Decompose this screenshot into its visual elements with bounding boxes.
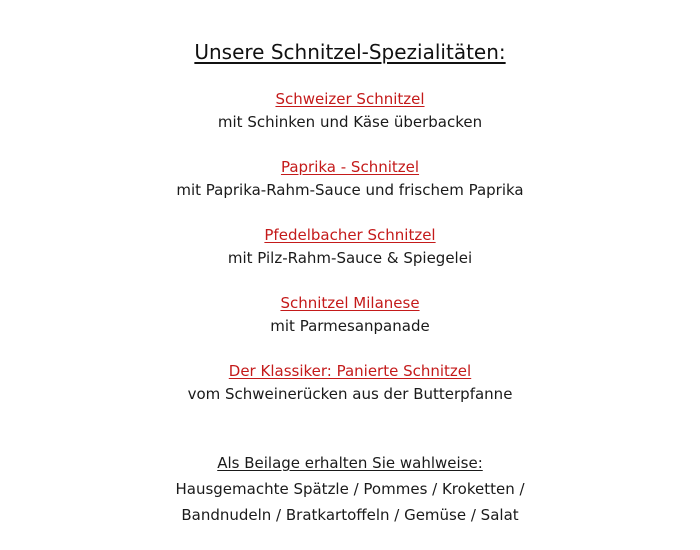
side-dishes-line: Hausgemachte Spätzle / Pommes / Kroketten / [175, 480, 525, 498]
dish-description: vom Schweinerücken aus der Butterpfanne [187, 385, 513, 403]
side-dishes [0, 452, 700, 526]
dish-item [0, 88, 700, 133]
dish-name: Der Klassiker: Panierte Schnitzel [228, 362, 472, 380]
dish-name: Schweizer Schnitzel [275, 90, 425, 108]
side-dishes-line: Bandnudeln / Bratkartoffeln / Gemüse / Salat [181, 506, 519, 524]
dish-item [0, 292, 700, 337]
dish-description: mit Schinken und Käse überbacken [217, 113, 483, 131]
dish-name: Schnitzel Milanese [280, 294, 420, 312]
menu-title: Unsere Schnitzel-Spezialitäten: [194, 40, 506, 64]
dish-description: mit Pilz-Rahm-Sauce & Spiegelei [227, 249, 473, 267]
dish-item [0, 224, 700, 269]
dish-description: mit Paprika-Rahm-Sauce und frischem Paprika [176, 181, 524, 199]
side-dishes-heading: Als Beilage erhalten Sie wahlweise: [217, 454, 483, 472]
dish-item [0, 156, 700, 201]
dish-name: Pfedelbacher Schnitzel [264, 226, 436, 244]
dish-item [0, 360, 700, 405]
dish-name: Paprika - Schnitzel [280, 158, 420, 176]
dish-description: mit Parmesanpanade [270, 317, 430, 335]
